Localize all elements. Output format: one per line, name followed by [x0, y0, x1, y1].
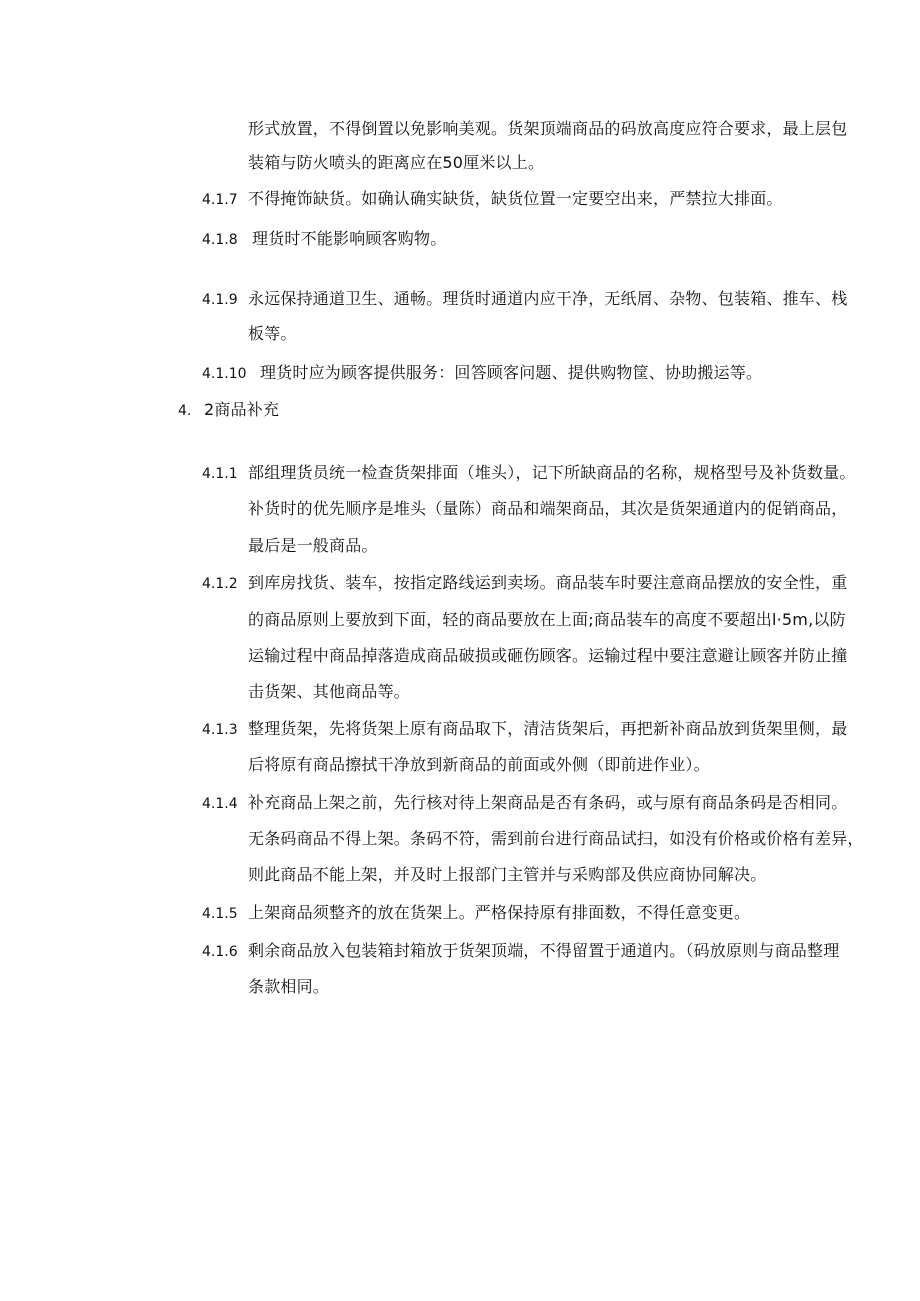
section-title: 2商品补充 — [204, 400, 280, 419]
item-number: 4.1.8 — [202, 232, 238, 248]
item-text: 剩余商品放入包装箱封箱放于货架顶端，不得留置于通道内。（码放原则与商品整理 — [248, 941, 840, 960]
item-number: 4.1.2 — [202, 576, 238, 592]
item-text: 板等。 — [248, 324, 297, 343]
item-text: 永远保持通道卫生、通畅。理货时通道内应干净，无纸屑、杂物、包装箱、推车、栈 — [248, 289, 848, 308]
item-text: 击货架、其他商品等。 — [248, 682, 411, 701]
item-number: 4.1.10 — [202, 366, 247, 382]
item-text: 上架商品须整齐的放在货架上。严格保持原有排面数，不得任意变更。 — [248, 903, 751, 922]
item-number: 4.1.3 — [202, 722, 238, 738]
item-number: 4.1.6 — [202, 944, 238, 960]
item-text: 补货时的优先顺序是堆头（量陈）商品和端架商品，其次是货架通道内的促销商品， — [248, 499, 848, 518]
item-text: 补充商品上架之前，先行核对待上架商品是否有条码，或与原有商品条码是否相同。 — [248, 793, 848, 812]
item-text: 的商品原则上要放到下面，轻的商品要放在上面;商品装车的高度不要超出l·5m,以防 — [248, 610, 846, 629]
section-number: 4. — [178, 403, 192, 419]
continuation-line: 形式放置，不得倒置以免影响美观。货架顶端商品的码放高度应符合要求，最上层包 — [248, 119, 848, 138]
item-number: 4.1.4 — [202, 796, 238, 812]
item-text: 后将原有商品擦拭干净放到新商品的前面或外侧（即前进作业）。 — [248, 755, 710, 774]
item-number: 4.1.1 — [202, 466, 238, 482]
item-number: 4.1.7 — [202, 192, 238, 208]
continuation-line: 装箱与防火喷头的距离应在50厘米以上。 — [248, 153, 545, 172]
item-text: 理货时应为顾客提供服务：回答顾客问题、提供购物筐、协助搬运等。 — [260, 363, 763, 382]
item-text: 不得掩饰缺货。如确认确实缺货，缺货位置一定要空出来，严禁拉大排面。 — [248, 189, 783, 208]
item-text: 到库房找货、装车，按指定路线运到卖场。商品装车时要注意商品摆放的安全性，重 — [248, 573, 848, 592]
item-text: 最后是一般商品。 — [248, 536, 378, 555]
item-text: 理货时不能影响顾客购物。 — [252, 229, 447, 248]
item-text: 则此商品不能上架，并及时上报部门主管并与采购部及供应商协同解决。 — [248, 865, 767, 884]
item-number: 4.1.9 — [202, 292, 238, 308]
item-text: 整理货架，先将货架上原有商品取下，清洁货架后，再把新补商品放到货架里侧，最 — [248, 719, 848, 738]
item-text: 条款相同。 — [248, 977, 330, 996]
item-text: 运输过程中商品掉落造成商品破损或砸伤顾客。运输过程中要注意避让顾客并防止撞 — [248, 646, 848, 665]
item-number: 4.1.5 — [202, 906, 238, 922]
item-text: 无条码商品不得上架。条码不符，需到前台进行商品试扫，如没有价格或价格有差异， — [248, 829, 864, 848]
item-text: 部组理货员统一检查货架排面（堆头），记下所缺商品的名称，规格型号及补货数量。 — [248, 463, 856, 482]
